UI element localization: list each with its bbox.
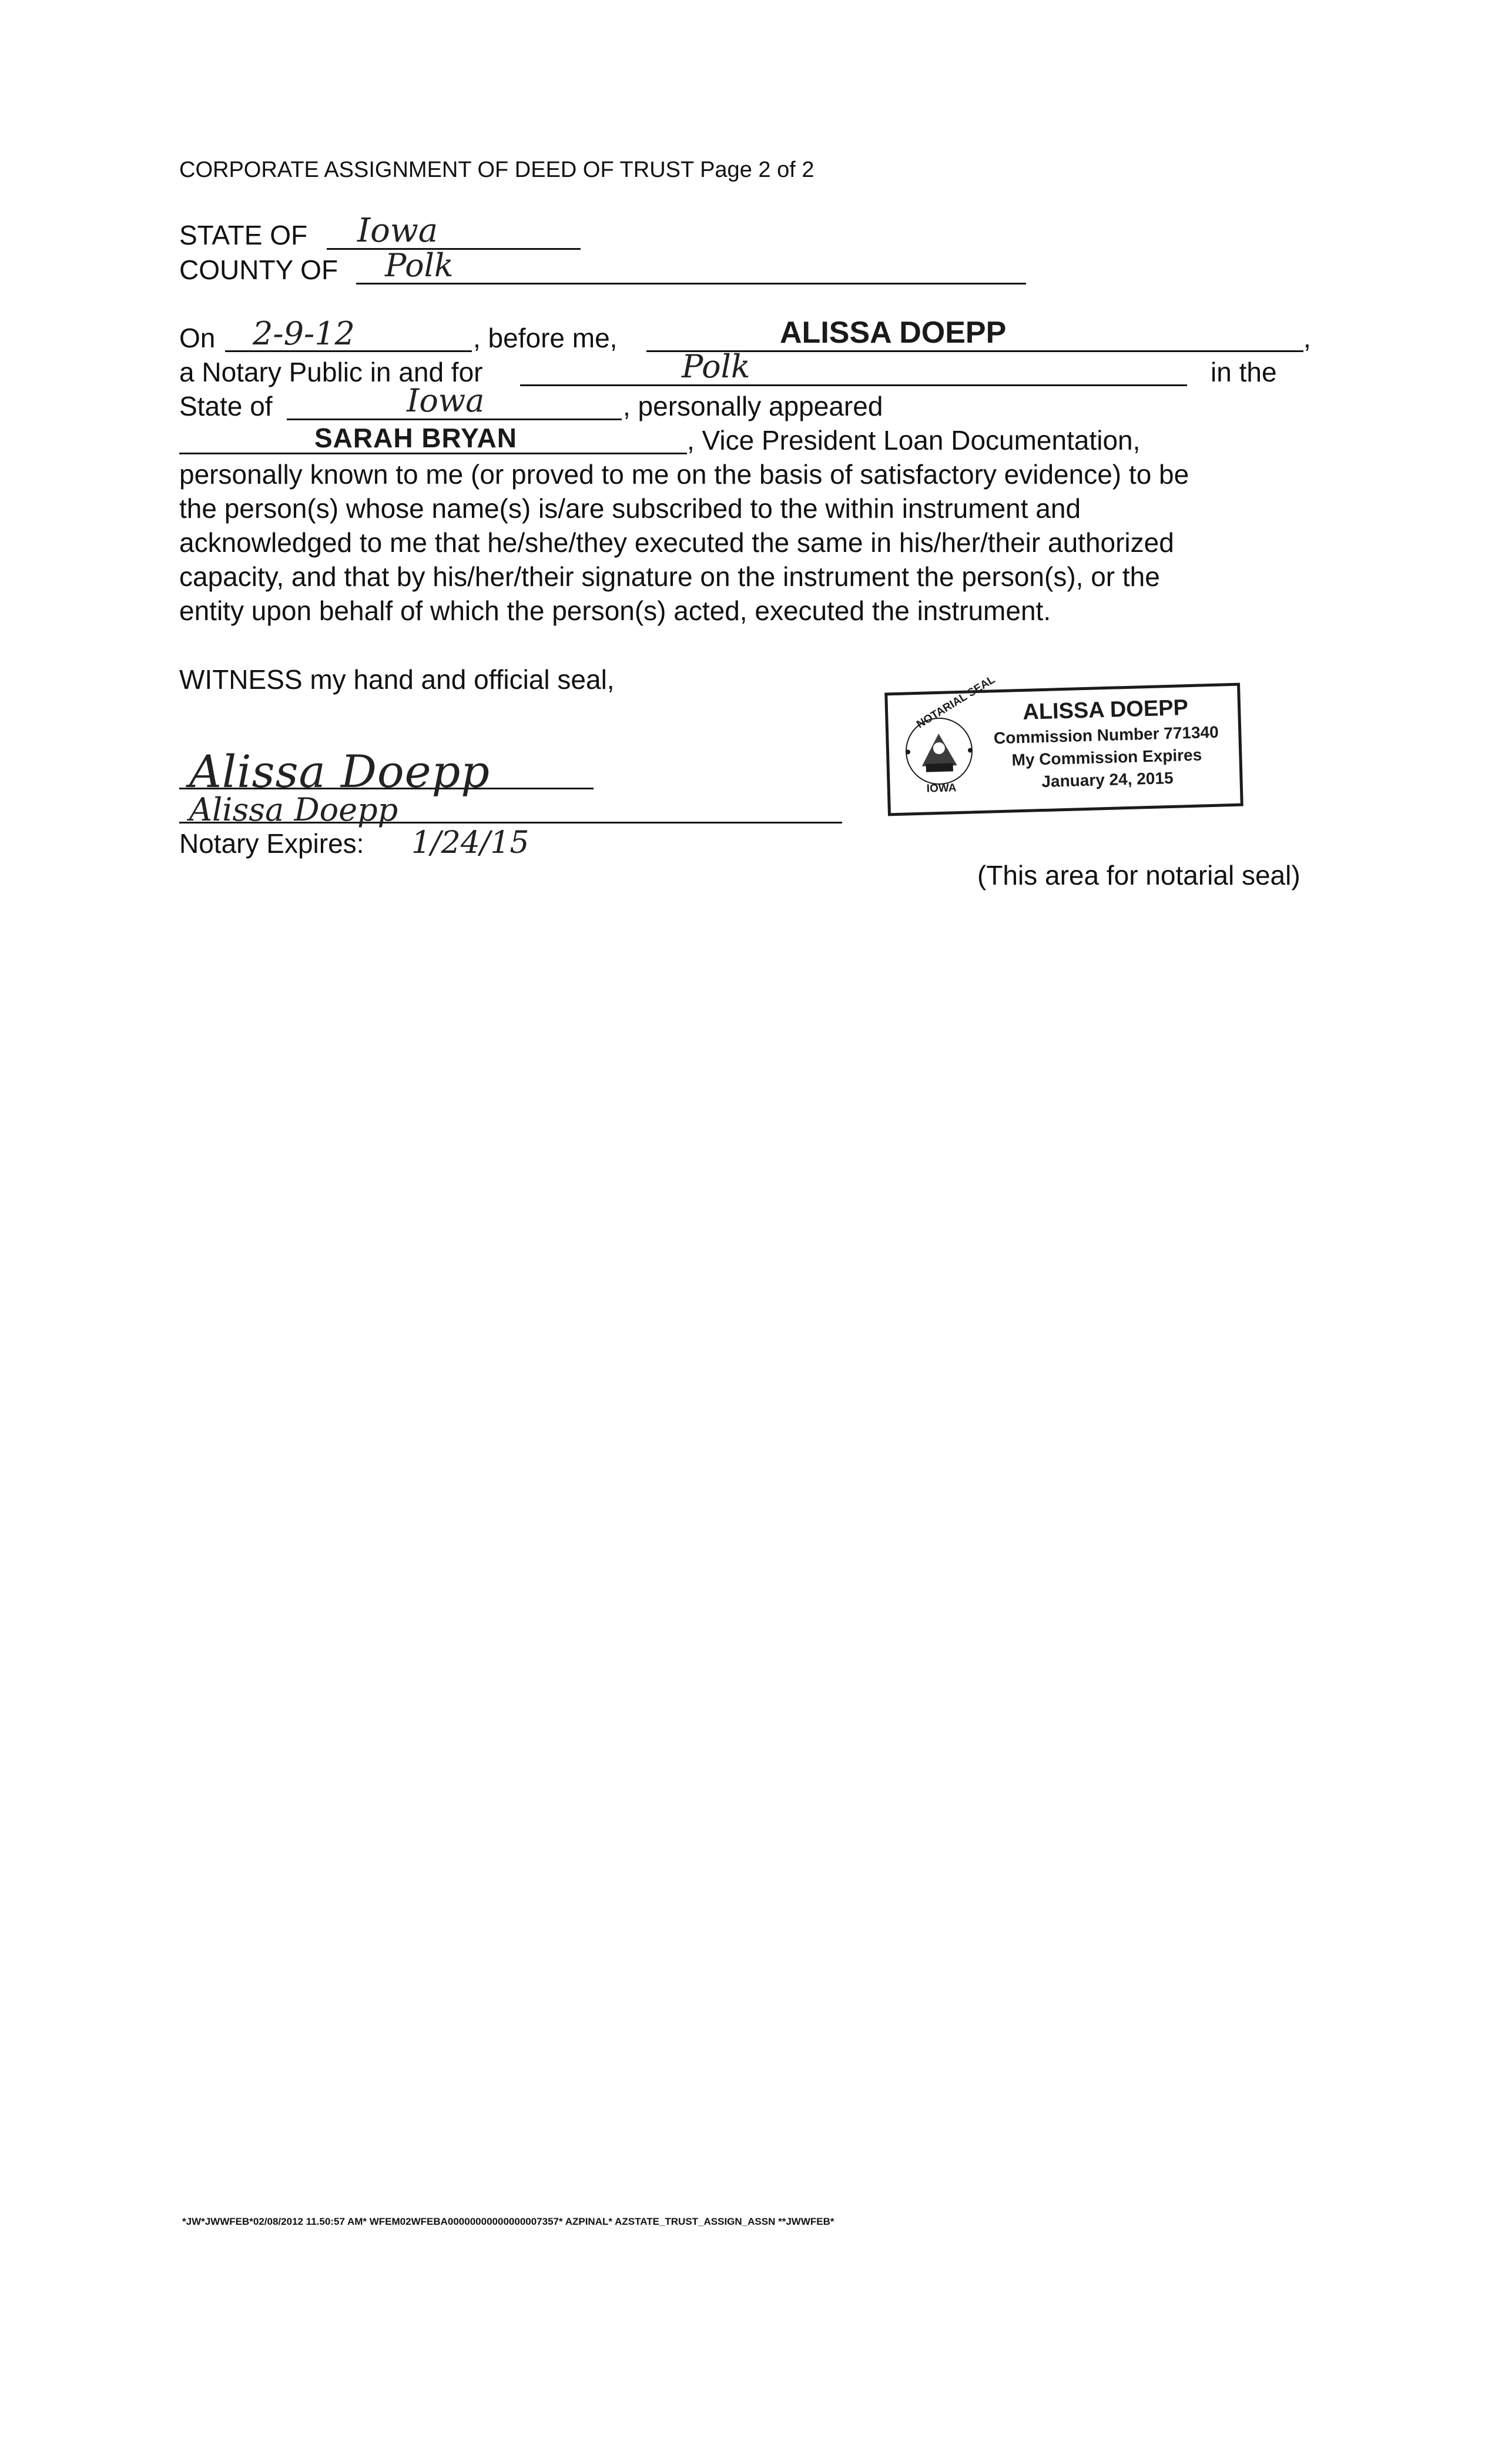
seal-emblem-top: NOTARIAL SEAL: [914, 673, 998, 731]
body-line: entity upon behalf of which the person(s) acted, executed the instrument.: [179, 595, 1051, 626]
notary-county-line: [520, 384, 1187, 386]
seal-emblem-bottom: IOWA: [926, 782, 957, 795]
state-handwritten: Iowa: [357, 212, 438, 250]
personally-appeared-label: , personally appeared: [623, 391, 883, 421]
county-handwritten: Polk: [385, 247, 454, 284]
expires-handwritten: 1/24/15: [411, 825, 529, 861]
county-line: [356, 283, 1026, 284]
seal-commission: Commission Number 771340: [993, 722, 1219, 748]
in-the-label: in the: [1211, 357, 1277, 387]
notary-county-handwritten: Polk: [682, 348, 750, 385]
trailing-comma: ,: [1303, 323, 1311, 353]
seal-expires-date: January 24, 2015: [1041, 768, 1174, 791]
document-title: CORPORATE ASSIGNMENT OF DEED OF TRUST Page 2 of 2: [179, 158, 814, 182]
seal-expires-label: My Commission Expires: [1011, 745, 1202, 769]
notary-public-label: a Notary Public in and for: [179, 357, 483, 387]
signer-title: , Vice President Loan Documentation,: [687, 425, 1141, 456]
seal-name: ALISSA DOEPP: [1022, 695, 1189, 725]
state-label: STATE OF: [179, 220, 308, 250]
footer-code: *JW*JWWFEB*02/08/2012 11.50:57 AM* WFEM02WFEBA00000000000000007357* AZPINAL* AZSTATE_TRUST_ASSIGN_ASSN **JWWFEB*: [182, 2216, 834, 2227]
handwritten-printed-name: Alissa Doepp: [189, 791, 398, 828]
witness-text: WITNESS my hand and official seal,: [179, 664, 615, 695]
body-line: personally known to me (or proved to me on the basis of satisfactory evidence) to be: [179, 459, 1189, 490]
state-of-label: State of: [179, 391, 273, 421]
body-line: capacity, and that by his/her/their signature on the instrument the person(s), or the: [179, 561, 1160, 592]
seal-area-caption: (This area for notarial seal): [977, 860, 1300, 890]
body-line: acknowledged to me that he/she/they executed the same in his/her/their authorized: [179, 527, 1174, 558]
date-handwritten: 2-9-12: [253, 315, 355, 352]
notary-expires-label: Notary Expires:: [179, 828, 364, 859]
on-label: On: [179, 323, 216, 353]
signer-name-stamp: SARAH BRYAN: [314, 423, 517, 453]
before-me-label: , before me,: [473, 323, 618, 353]
notary-name-stamp: ALISSA DOEPP: [780, 316, 1007, 350]
county-label: COUNTY OF: [179, 255, 338, 285]
notarial-seal-stamp: [884, 673, 1243, 816]
handwritten-signature: Alissa Doepp: [189, 745, 490, 798]
notary-state-handwritten: Iowa: [407, 382, 485, 419]
body-line: the person(s) whose name(s) is/are subscribed to the within instrument and: [179, 493, 1081, 524]
